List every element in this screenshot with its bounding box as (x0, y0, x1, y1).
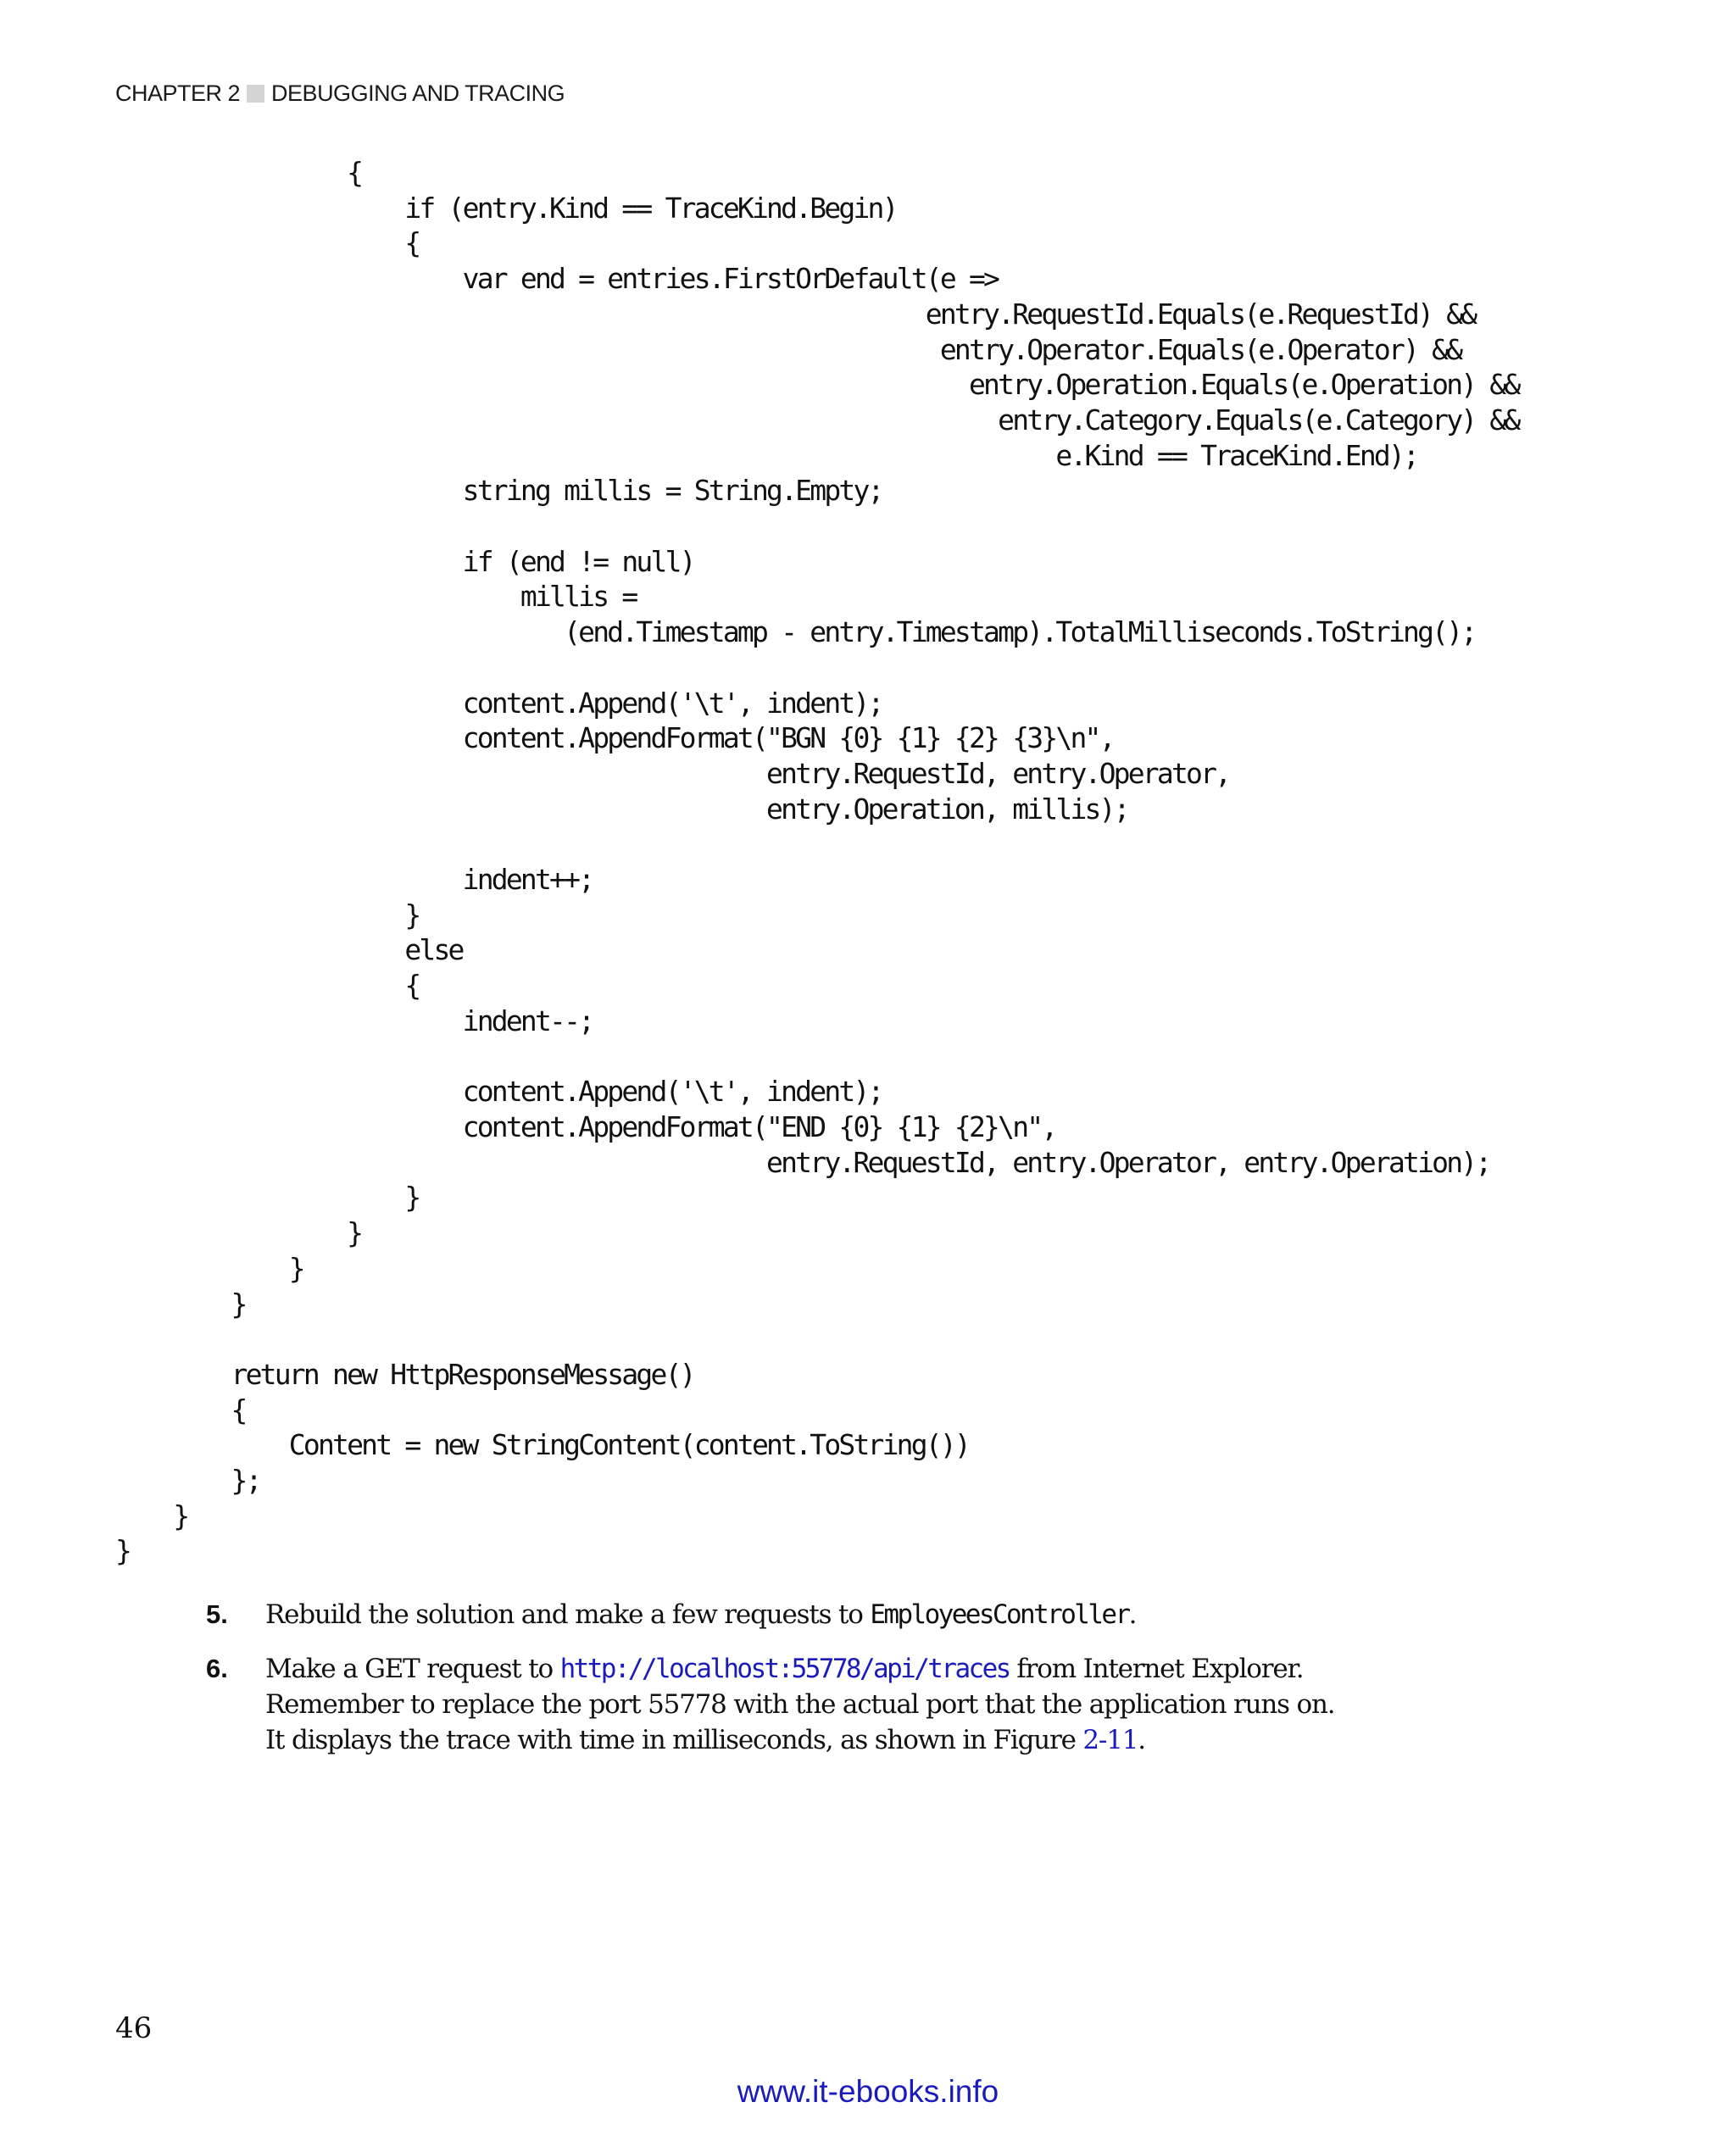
running-header (115, 81, 565, 107)
footer-website-link[interactable]: www.it-ebooks.info (737, 2074, 999, 2109)
code-line: content.Append('\t', indent); (115, 686, 882, 720)
code-line: content.Append('\t', indent); (115, 1075, 882, 1109)
code-line: { (115, 969, 420, 1003)
step-text-line3-end: . (1138, 1725, 1145, 1755)
header-separator-square-icon (247, 85, 264, 103)
code-line: else (115, 933, 463, 967)
code-line: } (115, 1499, 188, 1532)
code-line: entry.RequestId.Equals(e.RequestId) && (115, 297, 1476, 331)
code-line: indent++; (115, 863, 593, 897)
code-line: content.AppendFormat("END {0} {1} {2}\n", (115, 1109, 1056, 1143)
step-text (265, 1651, 1647, 1758)
step-text-after: . (1128, 1599, 1137, 1630)
chapter-label: CHAPTER 2 (115, 81, 241, 106)
step-number: 6. (206, 1654, 228, 1683)
code-line: content.AppendFormat("BGN {0} {1} {2} {3}\n", (115, 721, 1114, 755)
step-5 (206, 1597, 1647, 1632)
code-line: millis = (115, 580, 637, 614)
code-line: } (115, 1216, 362, 1250)
numbered-steps (206, 1597, 1647, 1777)
code-line: } (115, 1287, 246, 1321)
code-line: }; (115, 1464, 260, 1498)
step-number: 5. (206, 1599, 228, 1629)
step-text-line2: Remember to replace the port 55778 with the actual port that the application runs on. (265, 1689, 1335, 1720)
step-text-before: Make a GET request to (265, 1654, 560, 1684)
inline-code: EmployeesController (870, 1599, 1129, 1630)
step-text-after: from Internet Explorer. (1009, 1654, 1304, 1684)
code-line: entry.RequestId, entry.Operator, entry.Operation); (115, 1145, 1490, 1179)
code-line: } (115, 1251, 303, 1285)
code-line (115, 827, 130, 860)
step-text-before: Rebuild the solution and make a few requests to (265, 1599, 871, 1630)
code-line: string millis = String.Empty; (115, 474, 882, 508)
code-line (115, 509, 130, 542)
code-listing (115, 155, 1519, 1569)
code-line: if (entry.Kind == TraceKind.Begin) (115, 191, 897, 225)
step-text-line3: It displays the trace with time in milliseconds, as shown in Figure (265, 1725, 1083, 1755)
figure-reference-link[interactable]: 2-11 (1082, 1725, 1138, 1755)
code-line: } (115, 898, 420, 931)
step-text (265, 1597, 1647, 1632)
code-line: entry.RequestId, entry.Operator, (115, 756, 1230, 790)
code-line: (end.Timestamp - entry.Timestamp).TotalMilliseconds.ToString(); (115, 615, 1476, 649)
code-line (115, 651, 130, 684)
code-line: indent--; (115, 1004, 593, 1037)
code-line: { (115, 226, 420, 260)
code-line: entry.Operation.Equals(e.Operation) && (115, 368, 1519, 402)
code-line: entry.Operation, millis); (115, 792, 1128, 826)
chapter-title: DEBUGGING AND TRACING (271, 81, 565, 106)
step-6 (206, 1651, 1647, 1758)
code-line: { (115, 156, 362, 189)
code-line: Content = new StringContent(content.ToString()) (115, 1428, 969, 1462)
code-line: } (115, 1181, 420, 1215)
code-line (115, 1322, 130, 1355)
code-line: entry.Operator.Equals(e.Operator) && (115, 332, 1461, 366)
code-line: var end = entries.FirstOrDefault(e => (115, 262, 999, 296)
page-number: 46 (115, 2011, 153, 2045)
code-line: } (115, 1534, 131, 1568)
code-line: return new HttpResponseMessage() (115, 1357, 694, 1391)
code-line: entry.Category.Equals(e.Category) && (115, 403, 1519, 437)
code-line: { (115, 1393, 246, 1426)
code-line (115, 1040, 130, 1073)
code-line: e.Kind == TraceKind.End); (115, 438, 1418, 472)
code-line: if (end != null) (115, 544, 694, 578)
traces-url-link[interactable]: http://localhost:55778/api/traces (559, 1654, 1010, 1684)
